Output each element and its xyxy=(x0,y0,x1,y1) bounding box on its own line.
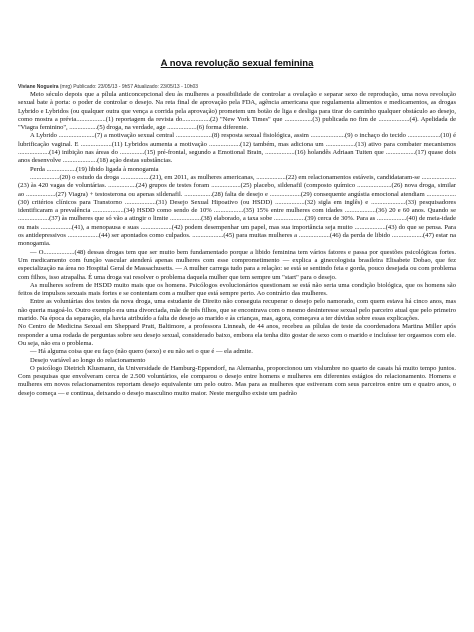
article-body xyxy=(18,91,456,398)
article-paragraph: O psicólogo Dietrich Klusmann, da Universidade de Hamburg-Eppendorf, na Alemanha, proporcionou um vislumbre no quarto de casais há muito tempo juntos. Com pesquisas que envolveram cerca de 2.500 voluntários, ele comparou o desejo entre homens e mulheres em diferentes estágios do relacionamento. Homens e mulheres em novos relacionamentos reportam desejo equivalente um pelo outro. Mas para as mulheres que estiveram com seus parceiros entre um e quatro anos, o desejo começa — e continua, deixando o desejo masculino muito maior. Neste mergulho existe um padrão xyxy=(18,364,456,397)
article-paragraph: As mulheres sofrem de HSDD muito mais que os homens. Psicólogos evolucionários questionam se está não seria uma condição biológica, que os homens são feitos de impulsos sexuais mais fortes e se contentam com a mulher que está sempre perto. Ao contrário das mulheres. xyxy=(18,281,456,298)
article-paragraph: Meio século depois que a pílula anticoncepcional deu às mulheres a possibilidade de controlar a ovulação e separar sexo de reprodução, uma nova revolução sexual bate à porta: o poder de controlar o desejo. Na reta final de aprovação pela FDA, agência americana que regulamenta alimentos e medicamentos, as drogas Lybrido e Lybridos (ou qualquer outra que vença a corrida pela aprovação) prometem um botão de liga e desliga para tirar do caminho qualquer obstáculo ao desejo, como mostra a prévia..................(1) reportagem da revista do.................(2) "New York Times" que .................(3) publicada no fim de ...................(4). Apelidada de "Viagra feminino", .................(5) droga, na verdade, age ..................(6) forma diferente. xyxy=(18,91,456,132)
article-paragraph: No Centro de Medicina Sexual em Sheppard Pratt, Baltimore, a professora Linneah, de 44 anos, recebeu as pílulas de teste da coordenadora Martina Miller após responder a uma rodada de perguntas sobre seu desejo sexual, considerado baixo, embora ela tenha dito gostar de sexo com o marido e incluísse ter orgasmos com ele. Ou seja, não era o problema. xyxy=(18,323,456,347)
article-paragraph: Perda ..................(19) libido ligada à monogamia xyxy=(30,165,159,173)
author-name: Viviane Nogueira xyxy=(18,84,59,90)
author-handle: (mrg) xyxy=(59,84,72,90)
published-date: Publicado: 23/05/13 - 9h57 xyxy=(73,84,133,90)
article-byline xyxy=(18,84,456,90)
article-paragraph: ..................(20) o estudo da droga ..................(21), em 2011, as mulheres americanas, ..................(22) em relacionamentos estáveis, candidataram-se .....................(23) às 420 vagas de voluntárias. .................(24) grupos de testes foram ..................(25) placebo, sildenafil (composto químico .....................(26) nova droga, similar ao ..................(27) Viagra) + testosterona ou apenas sildenafil. .................(28) falta de desejo e ...................(29) consequente angústia emocional atendiam ..................(30) critérios clínicos para Transtorno ...................(31) Desejo Sexual Hipoativo (ou HSDD) ..................(32) sigla em inglês) e .....................(33) pesquisadores identificaram a prevalência ...................(34) HSDD como sendo de 10% ..................(35) 15% entre mulheres com idades ...................(36) 20 e 60 anos. Quando se ...................(37) às mulheres que só vão a atingir o limite ...................(38) elaborado, a taxa sobe ...................(39) cerca de 30%. Para as ..................(40) de meia-idade ou mais ...................(41), a menopausa e suas ...................(42) podem desempenhar um papel, mas sua importância seja muito ...................(43) do que se pensa. Para os antidepressivos ...................(44) ser apontados como culpados. ...................(45) para muitas mulheres a ...................(46) da perda de libido ...................(47) estar na monogamia. xyxy=(18,173,456,248)
article-paragraph: — Há alguma coisa que eu faço (não quero (sexo) e eu não sei o que é — ela admite. xyxy=(30,348,253,356)
article-paragraph: A Lybrido ......................(7) a motivação sexual central ......................(8) resposta sexual fisiológica, assim .....................(9) o inchaço do tecido ....................(10) é lubrificação vaginal. E ...................(11) Lybridos aumenta a motivação ...................(12) também, mas adiciona um ..................(13) ativo para combater mecanismos ...................(14) inibição nas áreas do ...............(15) pré-frontal, segundo a Emotional Brain, ..................(16) holandês Adriaan Tuiten que ..................(17) quase dois anos desenvolve .....................(18) ação destas substâncias. xyxy=(18,132,456,165)
updated-date: Atualizado: 23/05/13 - 10h03 xyxy=(134,84,199,90)
article-paragraph: Entre as voluntárias dos testes da nova droga, uma estudante de Direito não conseguia recuperar o desejo pelo namorado, com quem estava há cinco anos, mas não queria magoá-lo. Outro exemplo era uma divorciada, mãe de três filhos, que se encontrava com o mesmo desinteresse sexual pelo parceiro atual que pelo primeiro marido. Na época da separação, ela havia atribuído a falta de desejo ao marido e às crianças, mas, agora, começava a ter dúvidas sobre essas explicações. xyxy=(18,298,456,323)
article-paragraph: Desejo variável ao longo do relacionamento xyxy=(30,356,146,364)
article-title: A nova revolução sexual feminina xyxy=(160,58,314,69)
article-paragraph: — O...................(48) dessas drogas tem que ser muito bem fundamentado porque a libido feminina tem vários fatores e passa por questões psicológicas fortes. Um medicamento com função vascular atenderá apenas mulheres com esse comprometimento — explica a ginecologista brasileira Elisabete Dobao, que fez especialização na área no Hospital Geral de Massachusetts. — A mulher carrega tudo para a relação: se está se sentindo feia e gorda, pouco desejada ou com problema com filhos, isso atrapalha. É uma droga vai resolver o problema daquela mulher que tem sempre um "start" para o desejo. xyxy=(18,248,456,281)
